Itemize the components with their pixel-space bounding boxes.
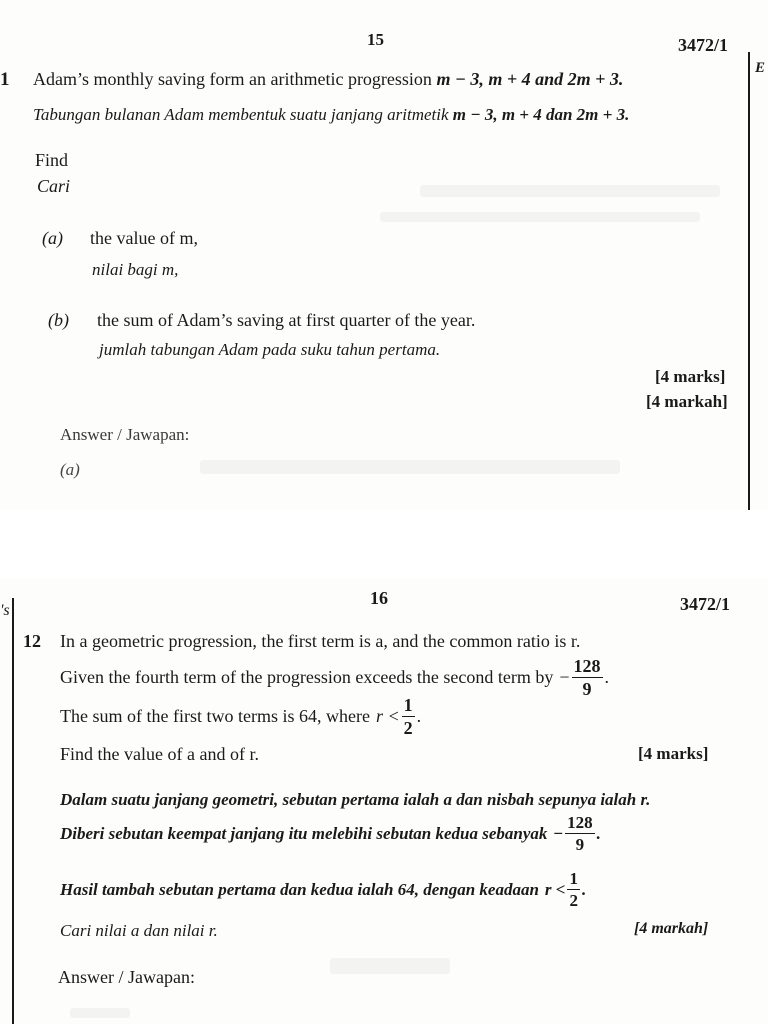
fraction-128-9-ms (565, 814, 595, 853)
fraction-numerator: 1 (403, 695, 413, 715)
minus-sign: − (559, 667, 570, 687)
fraction-1-2-ms (567, 870, 580, 909)
minus-sign: − (553, 823, 564, 843)
line1-ms: Dalam suatu janjang geometri, sebutan pertama ialah a dan nisbah sepunya ialah r. (60, 790, 651, 809)
line4-ms: Cari nilai a dan nilai r. (60, 921, 218, 940)
marks-en-text: [4 marks] (638, 744, 709, 763)
fraction-denominator: 2 (569, 891, 578, 910)
question-number: 12 (23, 631, 41, 651)
fraction-1-2 (402, 696, 415, 737)
margin-line (748, 52, 750, 510)
marks-ms: [4 markah] (646, 392, 728, 411)
page-number: 16 (370, 588, 388, 608)
fraction-numerator: 128 (567, 813, 593, 832)
find-label-ms: Cari (37, 176, 71, 196)
part-a-en: the value of m, (90, 228, 198, 248)
fraction-128-9 (572, 657, 603, 698)
line3-ms: Hasil tambah sebutan pertama dan kedua ialah 64, dengan keadaan r < $\frac{1}{2}$ . (60, 869, 587, 910)
stem-ms-text: Tabungan bulanan Adam membentuk suatu janjang aritmetik (33, 105, 449, 124)
line3-en: The sum of the first two terms is 64, where r < $\frac{1}{2}$ . (60, 695, 422, 738)
marks-ms-text: [4 markah] (634, 920, 709, 937)
edge-mark: E (755, 60, 766, 76)
line1-en: In a geometric progression, the first term is a, and the common ratio is r. (60, 631, 581, 651)
margin-line (12, 598, 14, 1024)
fraction-denominator: 9 (582, 679, 592, 699)
answer-label: Answer / Jawapan: (58, 967, 195, 987)
question-stem-en (33, 69, 623, 90)
paper-code: 3472/1 (680, 594, 731, 614)
exam-page-15 (0, 0, 768, 510)
page-number: 15 (367, 30, 384, 49)
stem-en-terms: m − 3, m + 4 and 2m + 3. (436, 69, 624, 89)
line3-en-text: The sum of the first two terms is 64, where (60, 706, 370, 726)
question-number: 1 (0, 69, 10, 90)
stem-ms-terms: m − 3, m + 4 dan 2m + 3. (452, 105, 630, 124)
line4-en: Find the value of a and of r. (60, 744, 259, 764)
part-a-ms: nilai bagi m, (92, 260, 179, 279)
line2-en-text: Given the fourth term of the progression exceeds the second term by (60, 667, 554, 687)
line3-ms-text: Hasil tambah sebutan pertama dan kedua ialah 64, dengan keadaan (60, 879, 539, 899)
marks-en: [4 marks] (655, 367, 726, 386)
answer-label: Answer / Jawapan: (60, 425, 190, 444)
exam-page-16 (0, 578, 768, 1024)
page-gap (0, 510, 768, 578)
line2-ms: Diberi sebutan keempat janjang itu melebihi sebutan kedua sebanyak − $\frac{128}{9}$ . (60, 813, 601, 854)
part-b-ms: jumlah tabungan Adam pada suku tahun pertama. (99, 340, 441, 359)
answer-part-a: (a) (60, 460, 80, 479)
part-b-label: (b) (48, 310, 69, 330)
find-label-en: Find (35, 150, 69, 170)
part-a-label: (a) (42, 228, 63, 248)
stem-en-text: Adam’s monthly saving form an arithmetic progression (33, 69, 432, 89)
condition-r: r < (375, 706, 400, 726)
fraction-numerator: 1 (569, 869, 578, 888)
paper-code: 3472/1 (678, 35, 729, 55)
part-b-en: the sum of Adam’s saving at first quarter of the year. (97, 310, 476, 330)
line2-ms-text: Diberi sebutan keempat janjang itu melebihi sebutan kedua sebanyak (60, 823, 548, 843)
fraction-numerator: 128 (573, 656, 601, 676)
fraction-denominator: 2 (403, 718, 413, 738)
marks-en (638, 744, 708, 764)
line2-en: Given the fourth term of the progression exceeds the second term by − $\frac{128}{9}$ . (60, 656, 610, 699)
edge-mark: 's (0, 602, 10, 619)
condition-r: r < (544, 879, 566, 899)
question-stem-ms (33, 105, 629, 125)
fraction-denominator: 9 (575, 835, 585, 854)
marks-ms (634, 920, 708, 938)
